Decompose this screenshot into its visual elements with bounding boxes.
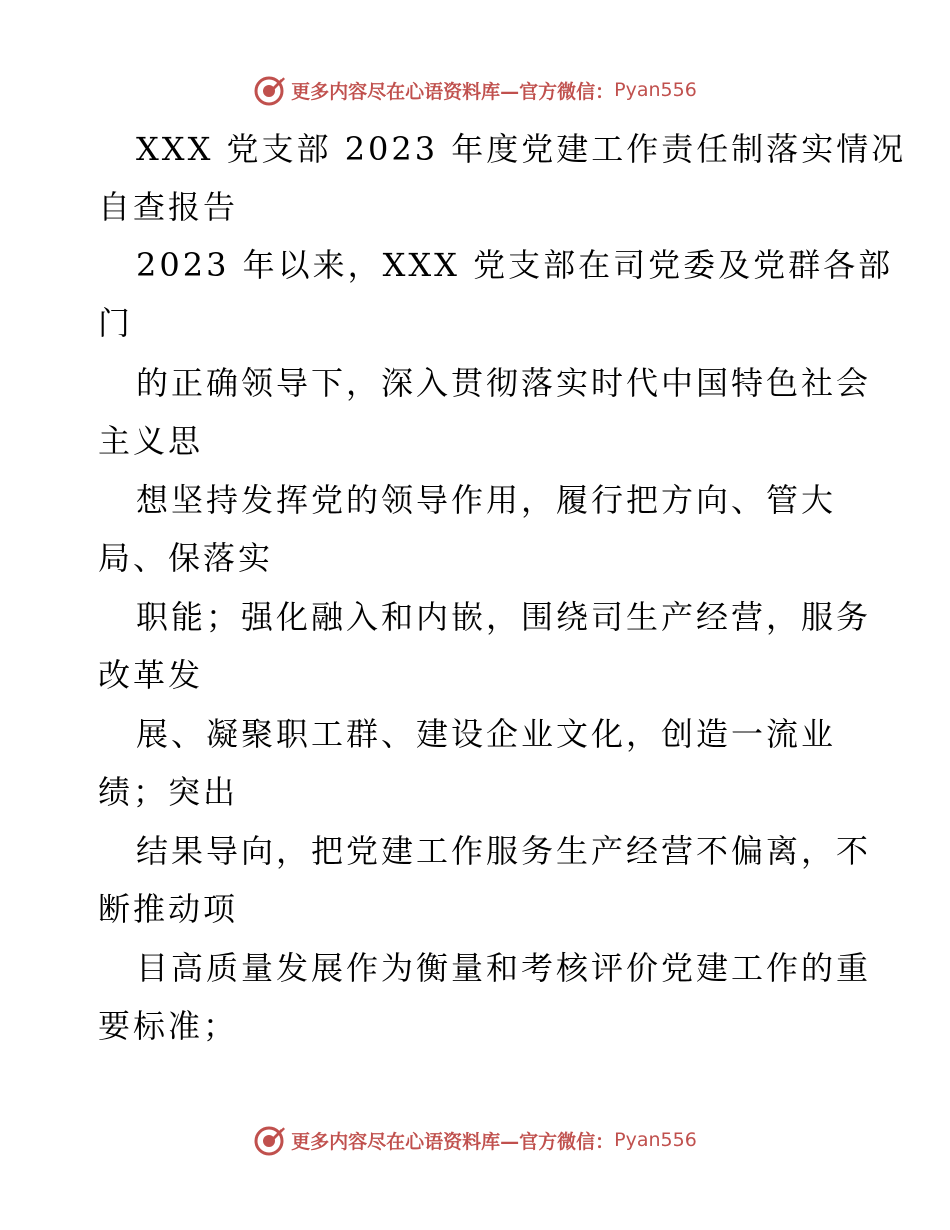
banner-text: 更多内容尽在心语资料库—官方微信： — [291, 1130, 615, 1153]
header-banner — [0, 70, 950, 110]
paragraph-line: 断推动项 — [98, 890, 239, 928]
banner-wechat-id: Pyan556 — [614, 1129, 697, 1151]
paragraph-line: 改革发 — [98, 656, 204, 694]
paragraph-line: 目高质量发展作为衡量和考核评价党建工作的重 — [136, 949, 872, 987]
paragraph-line: 展、凝聚职工群、建设企业文化，创造一流业 — [136, 715, 837, 753]
paragraph-line: 主义思 — [98, 422, 204, 460]
paragraph-line: 绩；突出 — [98, 773, 239, 811]
pen-logo-icon — [253, 1123, 287, 1157]
paragraph-line: 门 — [98, 304, 134, 342]
paragraph-line: 结果导向，把党建工作服务生产经营不偏离，不 — [136, 832, 872, 870]
paragraph-line: 2023 年以来，XXX 党支部在司党委及党群各部 — [136, 246, 894, 284]
footer-banner — [0, 1120, 950, 1160]
paragraph-line: 局、保落实 — [98, 539, 274, 577]
paragraph-line: 想坚持发挥党的领导作用，履行把方向、管大 — [136, 481, 837, 519]
paragraph-line: 要标准； — [98, 1007, 239, 1045]
pen-logo-icon — [253, 73, 287, 107]
banner-wechat-id: Pyan556 — [614, 79, 697, 101]
paragraph-line: 职能；强化融入和内嵌，围绕司生产经营，服务 — [136, 598, 872, 636]
banner-text: 更多内容尽在心语资料库—官方微信： — [291, 80, 615, 103]
document-title-line-2: 自查报告 — [98, 188, 239, 226]
paragraph-line: 的正确领导下，深入贯彻落实时代中国特色社会 — [136, 364, 872, 402]
document-title-line-1: XXX 党支部 2023 年度党建工作责任制落实情况 — [136, 130, 907, 168]
